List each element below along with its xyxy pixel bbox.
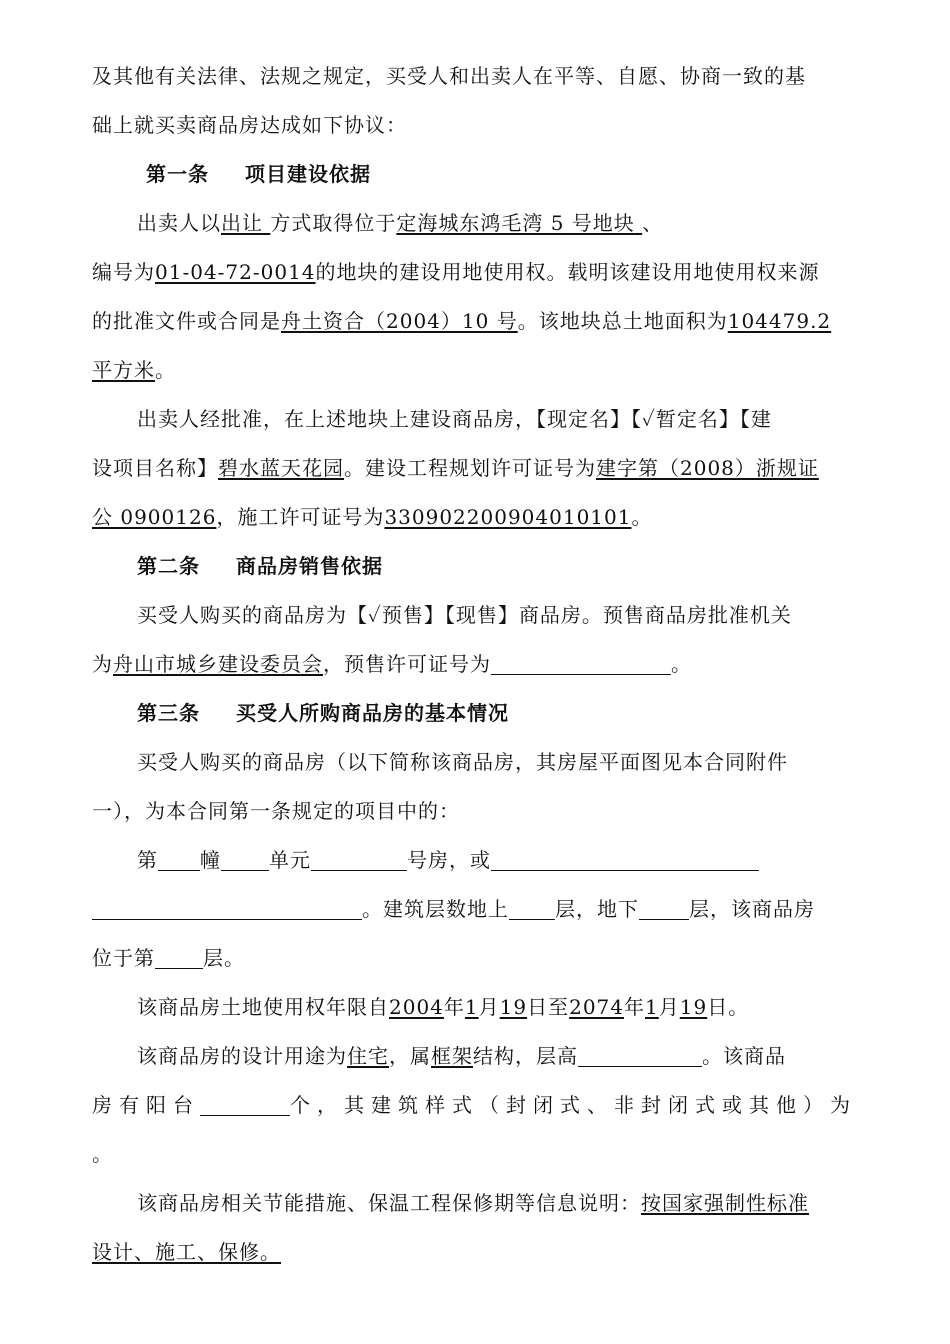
article-1-para-2 [92, 248, 860, 297]
article-1-para-1 [92, 199, 860, 248]
text: 结构，层高 [473, 1044, 578, 1068]
text: 房有阳台 [92, 1093, 200, 1117]
approval-authority: 舟山市城乡建设委员会 [113, 652, 323, 676]
article-1-title: 项目建设依据 [245, 162, 371, 186]
article-1-para-4 [92, 346, 860, 395]
article-3-para-4 [92, 885, 860, 934]
article-3-para-2: 一），为本合同第一条规定的项目中的： [92, 799, 460, 823]
floor-blank[interactable] [155, 948, 203, 969]
article-3-para-3 [92, 836, 860, 885]
end-year: 2074 [569, 995, 624, 1019]
text: 。该商品 [702, 1044, 786, 1068]
text: 层。 [203, 946, 245, 970]
room-blank[interactable] [311, 850, 407, 871]
text: 该商品房相关节能措施、保温工程保修期等信息说明： [137, 1191, 641, 1215]
text: 第 [137, 848, 158, 872]
article-1-number: 第一条 [146, 162, 209, 186]
text: 的批准文件或合同是 [92, 309, 281, 333]
text: 设项目名称】 [92, 456, 218, 480]
acquisition-method: 出让 [221, 211, 263, 235]
article-2-number: 第二条 [137, 554, 200, 578]
area-unit: 平方米 [92, 358, 155, 382]
text: ，预售许可证号为 [323, 652, 491, 676]
text: 位于第 [92, 946, 155, 970]
article-3-para-8 [92, 1081, 860, 1130]
presale-permit-blank[interactable] [491, 654, 671, 675]
text: 。建筑层数地上 [362, 897, 509, 921]
text: ，施工许可证号为 [216, 505, 385, 529]
article-3-para-6 [92, 983, 860, 1032]
energy-info: 按国家强制性标准 [641, 1191, 809, 1215]
text: 日至 [527, 995, 570, 1019]
contract-page [92, 52, 860, 1277]
article-2-para-1: 买受人购买的商品房为【✓预售】【现售】商品房。预售商品房批准机关 [137, 603, 792, 627]
article-3-title: 买受人所购商品房的基本情况 [236, 701, 509, 725]
text: 单元 [269, 848, 311, 872]
start-day: 19 [499, 995, 528, 1019]
text: 编号为 [92, 260, 155, 284]
design-use: 住宅 [347, 1044, 389, 1068]
text: 号房，或 [407, 848, 491, 872]
project-name: 碧水蓝天花园 [218, 456, 344, 480]
article-1-para-6 [92, 444, 860, 493]
balcony-count-blank[interactable] [200, 1095, 290, 1116]
text: 。 [155, 358, 176, 382]
unit-blank[interactable] [221, 850, 269, 871]
article-1-para-5: 出卖人经批准，在上述地块上建设商品房，【现定名】【✓暂定名】【建 [137, 407, 772, 431]
article-2-title: 商品房销售依据 [236, 554, 383, 578]
article-2-heading [92, 542, 860, 591]
energy-info-cont: 设计、施工、保修。 [92, 1240, 281, 1264]
planning-permit-cont: 公 0900126 [92, 505, 217, 529]
floors-above-blank[interactable] [509, 899, 555, 920]
article-3-para-1: 买受人购买的商品房（以下简称该商品房，其房屋平面图见本合同附件 [137, 750, 788, 774]
article-2-para-2 [92, 640, 860, 689]
text: 幢 [200, 848, 221, 872]
planning-permit: 建字第（2008）浙规证 [596, 456, 819, 480]
intro-line-2: 础上就买卖商品房达成如下协议： [92, 113, 407, 137]
parcel-number: 01-04-72-0014 [155, 260, 316, 284]
text: 层，地下 [555, 897, 639, 921]
end-month: 1 [645, 995, 659, 1019]
text: 个，其建筑样式（封闭式、非封闭式或其他）为 [290, 1093, 857, 1117]
article-3-para-10 [92, 1179, 860, 1228]
floor-height-blank[interactable] [578, 1046, 702, 1067]
approval-document: 舟土资合（2004）10 号 [281, 309, 518, 333]
article-1-para-7 [92, 493, 860, 542]
text: 该商品房土地使用权年限自 [137, 995, 389, 1019]
text: 方式取得位于 [270, 211, 397, 235]
land-location: 定海城东鸿毛湾 5 号地块 [396, 211, 635, 235]
text: 层，该商品房 [689, 897, 815, 921]
text: 该商品房的设计用途为 [137, 1044, 347, 1068]
text: 出卖人以 [137, 211, 221, 235]
text: 。该地块总土地面积为 [517, 309, 728, 333]
address-blank[interactable] [491, 850, 759, 871]
structure-type: 框架 [431, 1044, 473, 1068]
floors-below-blank[interactable] [639, 899, 689, 920]
text: 月 [478, 995, 500, 1019]
text: 年 [624, 995, 645, 1019]
construction-permit: 330902200904010101 [384, 505, 632, 529]
land-area: 104479.2 [727, 309, 832, 333]
article-1-para-3 [92, 297, 860, 346]
article-3-para-7 [92, 1032, 860, 1081]
article-3-heading [92, 689, 860, 738]
article-1-heading [92, 150, 860, 199]
text: 。 [671, 652, 692, 676]
article-3-para-9: 。 [92, 1142, 113, 1166]
article-3-number: 第三条 [137, 701, 200, 725]
text: ，属 [389, 1044, 431, 1068]
text: 。建设工程规划许可证号为 [344, 456, 596, 480]
text: 日。 [707, 995, 750, 1019]
text: 、 [642, 211, 664, 235]
article-3-para-11 [92, 1228, 860, 1277]
building-blank[interactable] [158, 850, 200, 871]
end-day: 19 [679, 995, 708, 1019]
text: 月 [658, 995, 680, 1019]
start-month: 1 [464, 995, 479, 1019]
article-3-para-5 [92, 934, 860, 983]
address-blank-cont[interactable] [92, 899, 362, 920]
text: 。 [631, 505, 653, 529]
text: 为 [92, 652, 113, 676]
intro-line-1: 及其他有关法律、法规之规定，买受人和出卖人在平等、自愿、协商一致的基 [92, 64, 806, 88]
start-year: 2004 [389, 995, 444, 1019]
text: 年 [443, 995, 465, 1019]
text: 的地块的建设用地使用权。载明该建设用地使用权来源 [315, 260, 820, 284]
